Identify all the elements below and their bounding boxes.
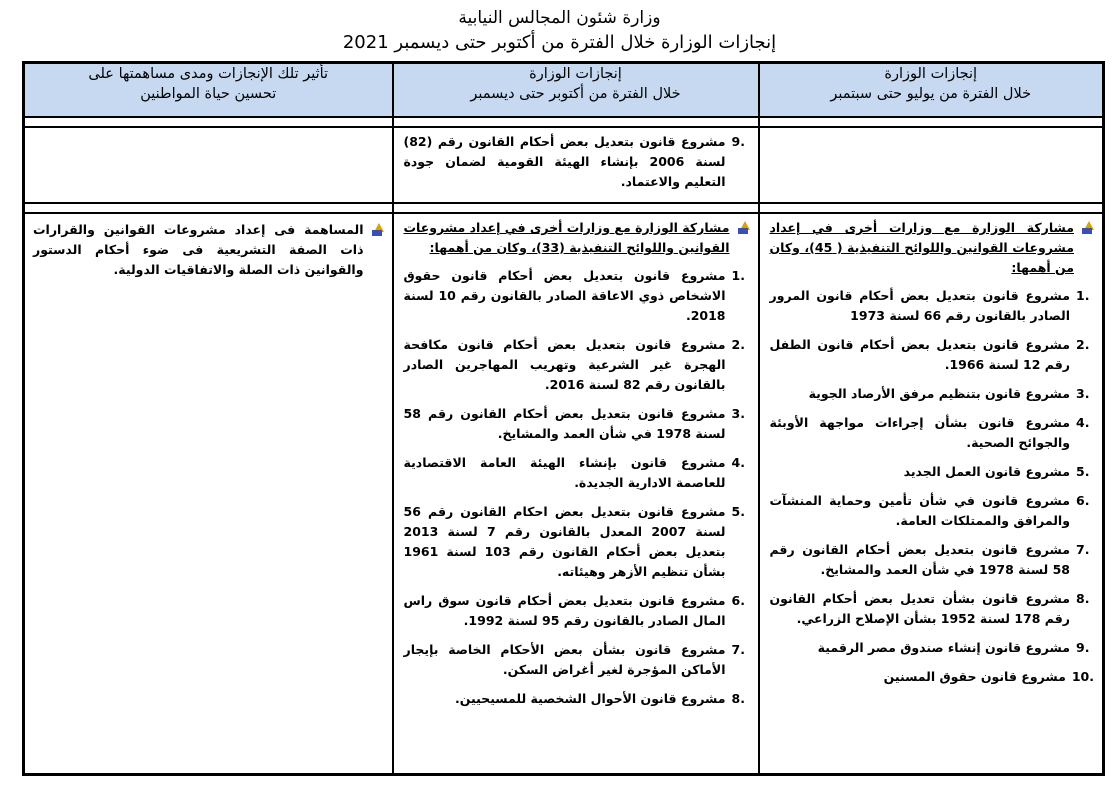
item-text: مشروع قانون الأحوال الشخصية للمسيحيين.	[454, 691, 726, 706]
list-item	[404, 335, 750, 395]
section-intro: مشاركة الوزارة مع وزارات أخرى في إعداد مشروعات القوانين واللوائح التنفيذية (33)، وكان من أهمها:	[403, 220, 730, 255]
item-text: مشروع قانون بتعديل بعض أحكام قانون المرور الصادر بالقانون رقم 66 لسنة 1973	[769, 288, 1070, 323]
item-text: مشروع قانون بتعديل بعض أحكام قانون سوق راس المال الصادر بالقانون رقم 95 لسنة 1992.	[403, 593, 726, 628]
list-item	[770, 540, 1095, 580]
list-item: 9. مشروع قانون بتعديل بعض أحكام القانون رقم (82) لسنة 2006 بإنشاء الهيئة القومية لضمان جودة التعليم والاعتماد.	[403, 134, 745, 189]
list-item	[770, 413, 1095, 453]
item-number: 10.	[1071, 669, 1094, 684]
item-number: 7.	[731, 642, 745, 657]
spacer-row	[24, 203, 1104, 213]
item-text: مشروع قانون العمل الجديد	[903, 464, 1070, 479]
item-text: مشروع قانون بتعديل بعض أحكام قانون مكافحة الهجرة غير الشرعية وتهريب المهاجرين الصادر بالقانون رقم 82 لسنة 2016.	[403, 337, 726, 392]
item-text: مشروع قانون بتعديل بعض احكام القانون رقم 56 لسنة 2007 المعدل بالقانون رقم 7 لسنة 2013 بتعديل بعض أحكام القانون رقم 103 لسنة 1961 بشأن تنظيم الأزهر وهيئاته.	[403, 504, 726, 579]
header-col-impact: تأثير تلك الإنجازات ومدى مساهمتها على تحسين حياة المواطنين	[24, 63, 393, 118]
item-number: 3.	[1076, 386, 1090, 401]
table-row	[24, 127, 1104, 203]
spacer-row	[24, 117, 1104, 127]
arrow-bullet-icon	[736, 221, 750, 235]
row2-col-oct-dec	[393, 213, 759, 775]
list-item	[770, 384, 1095, 404]
list-item	[770, 462, 1095, 482]
item-number: 4.	[731, 455, 745, 470]
list-item	[770, 667, 1095, 687]
list-item	[404, 689, 750, 709]
item-text: مشروع قانون بتعديل بعض أحكام القانون رقم 58 لسنة 1978 في شأن العمد والمشايخ.	[403, 406, 726, 441]
list-item	[404, 266, 750, 326]
item-text: مشروع قانون إنشاء صندوق مصر الرقمية	[817, 640, 1070, 655]
item-number: 3.	[731, 406, 745, 421]
list-item	[770, 589, 1095, 629]
row1-col-jul-sep	[759, 127, 1104, 203]
item-number: 2.	[731, 337, 745, 352]
list-item	[770, 286, 1095, 326]
table-header-row	[24, 63, 1104, 118]
achievements-table	[22, 61, 1105, 776]
section-intro: مشاركة الوزارة مع وزارات أخرى في إعداد مشروعات القوانين واللوائح التنفيذية ( 45)، وكان من أهمها:	[769, 220, 1074, 275]
item-number: 2.	[1076, 337, 1090, 352]
item-text: مشروع قانون بشأن تعديل بعض أحكام القانون رقم 178 لسنة 1952 بشأن الإصلاح الزراعي.	[769, 591, 1070, 626]
item-text: مشروع قانون بتعديل بعض أحكام قانون حقوق الاشخاص ذوي الاعاقة الصادر بالقانون رقم 10 لسنة 2018.	[403, 268, 726, 323]
list-item	[770, 491, 1095, 531]
item-text: مشروع قانون بتنظيم مرفق الأرصاد الجوية	[808, 386, 1070, 401]
item-number: 4.	[1076, 415, 1090, 430]
item-text: مشروع قانون بتعديل بعض أحكام قانون الطفل رقم 12 لسنة 1966.	[769, 337, 1070, 372]
ministry-title: وزارة شئون المجالس النيابية	[458, 8, 661, 28]
item-text: مشروع قانون حقوق المسنين	[883, 669, 1066, 684]
list-item	[404, 640, 750, 680]
row1-col-oct-dec	[393, 127, 759, 203]
item-text: مشروع قانون بإنشاء الهيئة العامة الاقتصادية للعاصمة الادارية الجديدة.	[403, 455, 726, 490]
row2-col-jul-sep	[759, 213, 1104, 775]
achievement-list-oct-dec	[404, 266, 750, 709]
item-text: مشروع قانون في شأن تأمين وحماية المنشآت والمرافق والممتلكات العامة.	[769, 493, 1070, 528]
item-number: 8.	[731, 691, 745, 706]
list-item	[404, 591, 750, 631]
item-number: 1.	[1076, 288, 1090, 303]
item-number: 9.	[1076, 640, 1090, 655]
list-item	[404, 404, 750, 444]
item-text: مشروع قانون بشأن إجراءات مواجهة الأوبئة والجوائح الصحية.	[769, 415, 1070, 450]
item-number: 5.	[731, 504, 745, 519]
item-number: 5.	[1076, 464, 1090, 479]
header-col-oct-dec: إنجازات الوزارة خلال الفترة من أكتوبر حتى ديسمبر	[393, 63, 759, 118]
list-item	[404, 453, 750, 493]
item-number: 7.	[1076, 542, 1090, 557]
table-row	[24, 213, 1104, 775]
item-number: 1.	[731, 268, 745, 283]
arrow-bullet-icon	[1080, 221, 1094, 235]
row2-col-impact	[24, 213, 393, 775]
item-text: مشروع قانون بتعديل بعض أحكام القانون رقم 58 لسنة 1978 في شأن العمد والمشايخ.	[769, 542, 1070, 577]
row1-col-impact	[24, 127, 393, 203]
arrow-bullet-icon	[370, 223, 384, 237]
item-number: 8.	[1076, 591, 1090, 606]
header-col-jul-sep: إنجازات الوزارة خلال الفترة من يوليو حتى سبتمبر	[759, 63, 1104, 118]
item-number: 6.	[731, 593, 745, 608]
list-item	[770, 638, 1095, 658]
achievement-list-jul-sep	[770, 286, 1095, 687]
impact-text: المساهمة فى إعداد مشروعات القوانين والقرارات ذات الصفة التشريعية فى ضوء أحكام الدستور والقوانين ذات الصلة والاتفاقيات الدولية.	[33, 222, 364, 277]
document-subtitle: إنجازات الوزارة خلال الفترة من أكتوبر حتى ديسمبر 2021	[342, 32, 777, 53]
list-item	[404, 502, 750, 582]
item-number: 6.	[1076, 493, 1090, 508]
list-item	[770, 335, 1095, 375]
item-text: مشروع قانون بشأن بعض الأحكام الخاصة بإيجار الأماكن المؤجرة لغير أغراض السكن.	[403, 642, 726, 677]
